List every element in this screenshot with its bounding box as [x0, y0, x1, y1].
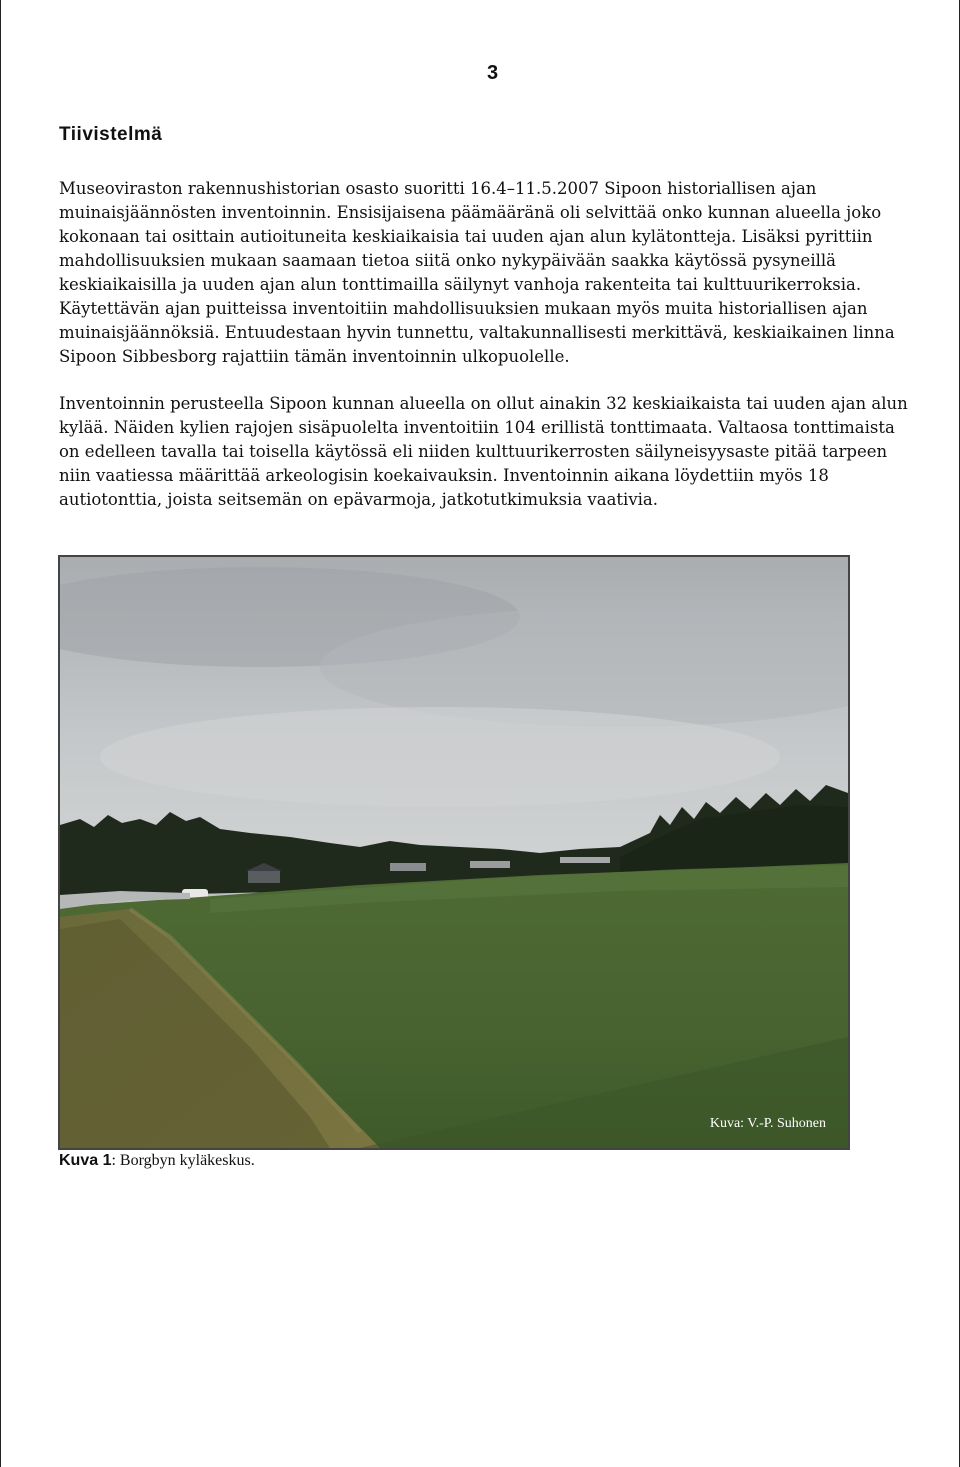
landscape-photo-drawing	[60, 557, 848, 1148]
page-number: 3	[487, 62, 499, 84]
section-heading: Tiivistelmä	[59, 124, 163, 145]
photo-credit: Kuva: V.-P. Suhonen	[709, 1116, 826, 1131]
figure-caption-text: : Borgbyn kyläkeskus.	[111, 1152, 255, 1169]
landscape-photo	[58, 555, 850, 1150]
paragraph-1: Museoviraston rakennushistorian osasto suoritti 16.4–11.5.2007 Sipoon historiallisen ajan muinaisjäännösten inventoinnin. Ensisijaisena päämääränä oli selvittää onko kunnan alueella joko kokonaan tai osittain autioituneita keskiaikaisia tai uuden ajan alun kylätontteja. Lisäksi pyrittiin mahdollisuuksien mukaan saamaan tietoa siitä onko nykypäivään saakka käytössä pysyneillä keskiaikaisilla ja uuden ajan alun tonttimailla säilynyt vanhoja rakenteita tai kulttuurikerroksia. Käytettävän ajan puitteissa inventoitiin mahdollisuuksien mukaan myös muita historiallisen ajan muinaisjäännöksiä. Entuudestaan hyvin tunnettu, valtakunnallisesti merkittävä, keskiaikainen linna Sipoon Sibbesborg rajattiin tämän inventoinnin ulkopuolelle.	[59, 179, 895, 366]
paragraph-2: Inventoinnin perusteella Sipoon kunnan alueella on ollut ainakin 32 keskiaikaista tai uuden ajan alun kylää. Näiden kylien rajojen sisäpuolelta inventoitiin 104 erillistä tonttimaata. Valtaosa tonttimaista on edelleen tavalla tai toisella käytössä eli niiden kulttuurikerrosten säilyneisyysaste pitää tarpeen niin vaatiessa määrittää arkeologisin koekaivauksin. Inventoinnin aikana löydettiin myös 18 autiotonttia, joista seitsemän on epävarmoja, jatkotutkimuksia vaativia.	[59, 394, 908, 509]
figure-caption-label: Kuva 1	[59, 1152, 112, 1169]
figure-caption	[59, 1152, 255, 1170]
